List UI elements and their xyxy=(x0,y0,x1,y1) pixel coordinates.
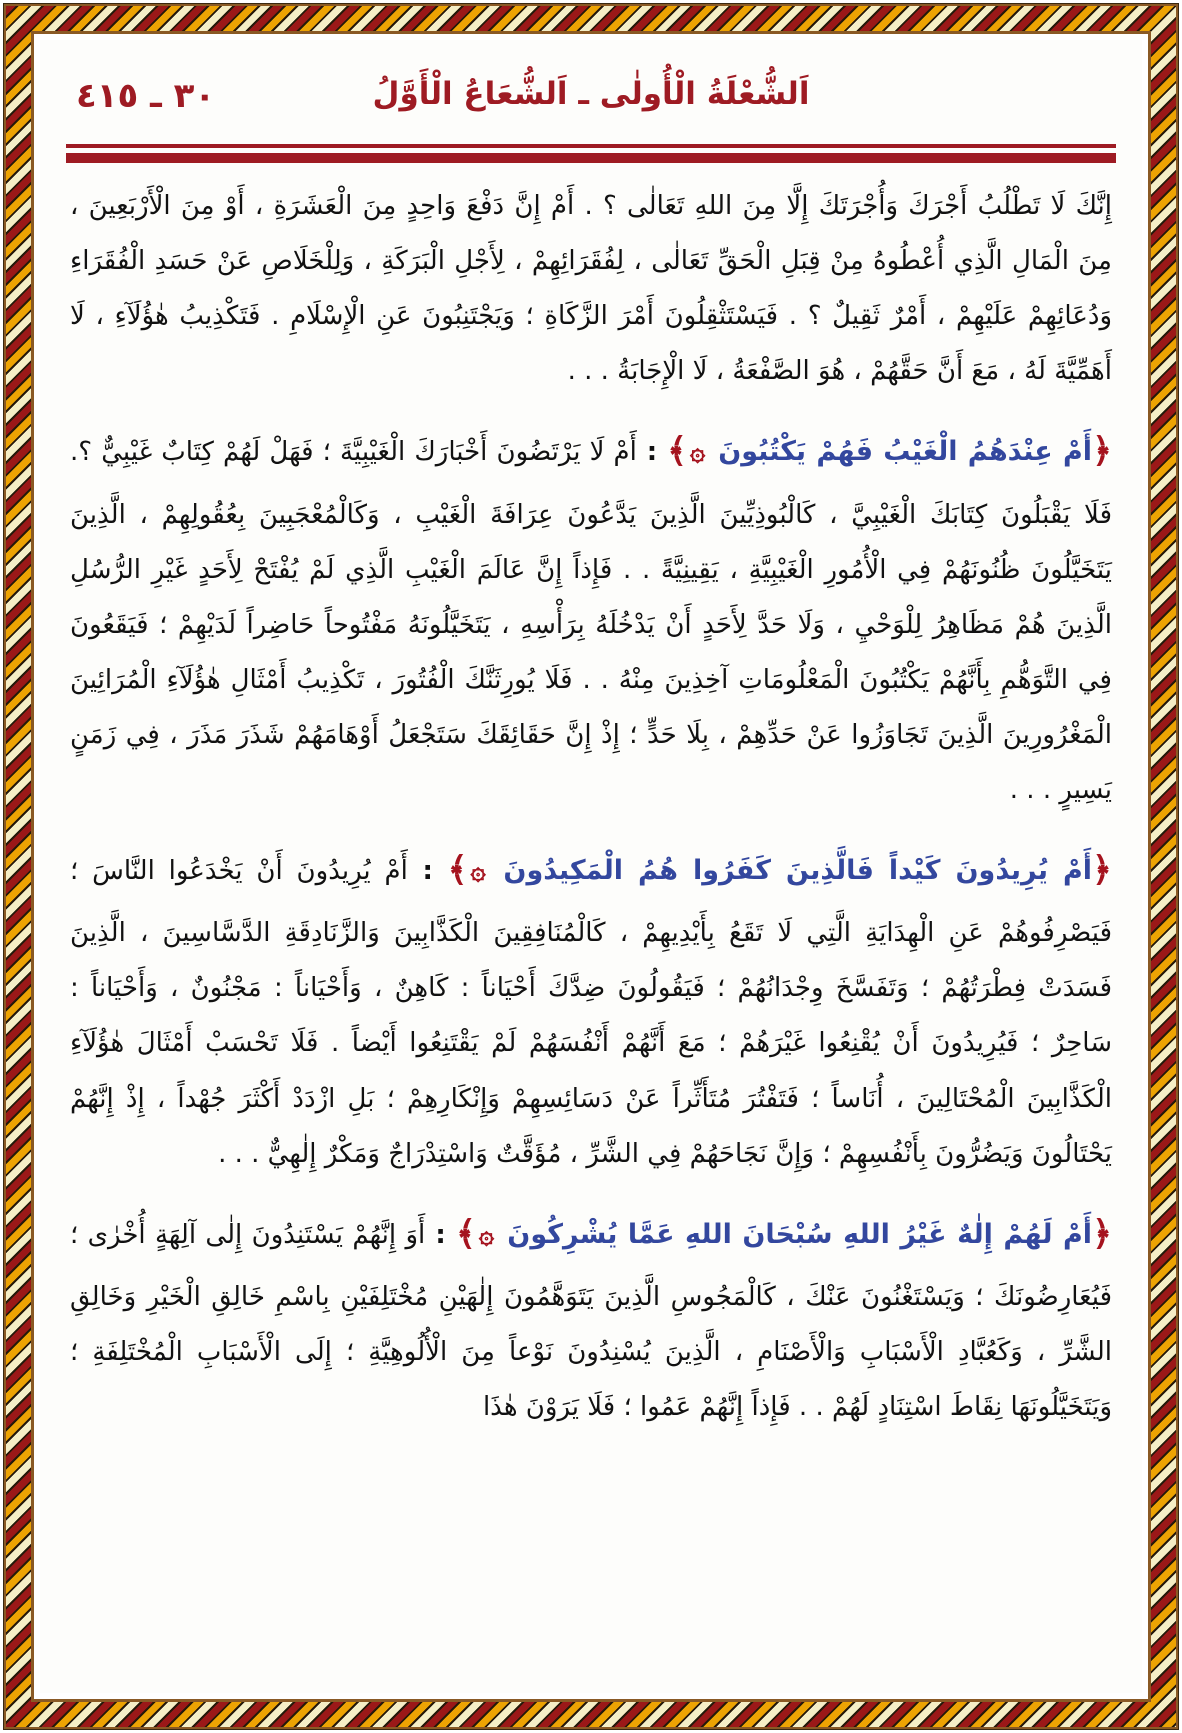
verse-commentary-separator: : xyxy=(636,437,668,468)
paragraph-text: إِنَّكَ لَا تَطْلُبُ أَجْرَكَ وَأُجْرَتَكَ إِلَّا مِنَ اللهِ تَعَالٰى ؟ . أَمْ إِنَّ دَفْعَ وَاحِدٍ مِنَ الْعَشَرَةِ ، أَوْ مِنَ الْأَرْبَعِينَ ، مِنَ الْمَالِ الَّذِي أُعْطُوهُ مِنْ قِبَلِ الْحَقِّ تَعَالٰى ، لِفُقَرَائِهِمْ ، لِأَجْلِ الْبَرَكَةِ ، وَلِلْخَلَاصِ عَنْ حَسَدِ الْفُقَرَاءِ وَدُعَائِهِمْ عَلَيْهِمْ ، أَمْرٌ ثَقِيلٌ ؟ . فَيَسْتَثْقِلُونَ أَمْرَ الزَّكَاةِ ؛ وَيَجْتَنِبُونَ عَنِ الْإِسْلَامِ . فَتَكْذِيبُ هٰؤُلَآءِ ، لَا أَهَمِّيَّةَ لَهُ ، مَعَ أَنَّ حَقَّهُمْ ، هُوَ الصَّفْعَةُ ، لَا الْإِجَابَةُ . . . xyxy=(70,191,1112,387)
quran-rosette-icon: ۞ xyxy=(690,437,716,468)
quran-open-bracket-ornament: ﴿ xyxy=(1092,431,1112,472)
quran-rosette-icon: ۞ xyxy=(478,1219,505,1250)
quran-close-bracket-ornament: ﴾ xyxy=(447,850,468,891)
quran-close-bracket-ornament: ﴾ xyxy=(455,1213,476,1254)
verse-paragraph xyxy=(70,415,1112,818)
quran-open-bracket-ornament: ﴿ xyxy=(1092,1213,1112,1254)
body-paragraph xyxy=(70,179,1112,399)
commentary-text: أَمْ يُرِيدُونَ أَنْ يَخْدَعُوا النَّاسَ ؛ فَيَصْرِفُوهُمْ عَنِ الْهِدَايَةِ الَّتِي لَا تَقَعُ بِأَيْدِيهِمْ ، كَالْمُنَافِقِينَ الْكَذَّابِينَ وَالزَّنَادِقَةِ الدَّسَّاسِينَ ، الَّذِينَ فَسَدَتْ فِطْرَتُهُمْ ؛ وَتَفَسَّخَ وِجْدَانُهُمْ ؛ فَيَقُولُونَ ضِدَّكَ أَحْيَاناً : كَاهِنٌ ، وَأَحْيَاناً : مَجْنُونٌ ، وَأَحْيَاناً : سَاحِرٌ ؛ فَيُرِيدُونَ أَنْ يُقْنِعُوا غَيْرَهُمْ ؛ مَعَ أَنَّهُمْ أَنْفُسَهُمْ لَمْ يَقْتَنِعُوا أَيْضاً . فَلَا تَحْسَبْ أَمْثَالَ هٰؤُلَآءِ الْكَذَّابِينَ الْمُحْتَالِينَ ، أُنَاساً ؛ فَتَفْتُرَ مُتَأَثِّراً عَنْ دَسَائِسِهِمْ وَإِنْكَارِهِمْ ؛ بَلِ ازْدَدْ أَكْثَرَ جُهْداً ، إِذْ إِنَّهُمْ يَحْتَالُونَ وَيَضُرُّونَ بِأَنْفُسِهِمْ ؛ وَإِنَّ نَجَاحَهُمْ فِي الشَّرِّ ، مُؤَقَّتٌ وَاسْتِدْرَاجٌ وَمَكْرٌ إِلٰهِيٌّ . . . xyxy=(70,856,1112,1169)
quran-verse-text: أَمْ لَهُمْ إِلٰهٌ غَيْرُ اللهِ سُبْحَانَ اللهِ عَمَّا يُشْرِكُونَ xyxy=(507,1218,1093,1250)
quran-verse-text: أَمْ عِنْدَهُمُ الْغَيْبُ فَهُمْ يَكْتُبُونَ xyxy=(718,436,1093,468)
page-title: اَلشُّعْلَةُ الْأُولٰى ـ اَلشُّعَاعُ الْأَوَّلُ xyxy=(372,76,810,112)
verse-commentary-separator: : xyxy=(425,1219,456,1250)
commentary-text: أَمْ لَا يَرْتَضُونَ أَخْبَارَكَ الْغَيْبِيَّةَ ؛ فَهَلْ لَهُمْ كِتَابٌ غَيْبِيٌّ ؟. فَلَا يَقْبَلُونَ كِتَابَكَ الْغَيْبِيَّ ، كَالْبُوذِيِّينَ الَّذِينَ يَدَّعُونَ عِرَافَةَ الْغَيْبِ ، وَكَالْمُعْجَبِينَ بِعُقُولِهِمْ ، الَّذِينَ يَتَخَيَّلُونَ ظُنُونَهُمْ فِي الْأُمُورِ الْغَيْبِيَّةِ ، يَقِينِيَّةً . . فَإِذاً إِنَّ عَالَمَ الْغَيْبِ الَّذِي لَمْ يُفْتَحْ لِأَحَدٍ غَيْرِ الرُّسُلِ الَّذِينَ هُمْ مَظَاهِرُ لِلْوَحْيِ ، وَلَا حَدَّ لِأَحَدٍ أَنْ يَدْخُلَهُ بِرَأْسِهِ ، يَتَخَيَّلُونَهُ مَفْتُوحاً حَاضِراً لَدَيْهِمْ ؛ فَيَقَعُونَ فِي التَّوَهُّمِ بِأَنَّهُمْ يَكْتُبُونَ الْمَعْلُومَاتِ آخِذِينَ مِنْهُ . . فَلَا يُورِثَنَّكَ الْفُتُورَ ، تَكْذِيبُ أَمْثَالِ هٰؤُلَآءِ الْمُرَائِينَ الْمَغْرُورِينَ الَّذِينَ تَجَاوَزُوا عَنْ حَدِّهِمْ ، بِلَا حَدٍّ ؛ إِذْ إِنَّ حَقَائِقَكَ سَتَجْعَلُ أَوْهَامَهُمْ شَذَرَ مَذَرَ ، فِي زَمَنٍ يَسِيرٍ . . . xyxy=(70,437,1112,806)
quran-rosette-icon: ۞ xyxy=(470,856,501,887)
verse-paragraph xyxy=(70,834,1112,1182)
page-header xyxy=(64,68,1118,134)
commentary-text: أَوَ إِنَّهُمْ يَسْتَنِدُونَ إِلٰى آلِهَةٍ أُخْرٰى ؛ فَيُعَارِضُونَكَ ؛ وَيَسْتَغْنُونَ عَنْكَ ، كَالْمَجُوسِ الَّذِينَ يَتَوَهَّمُونَ إِلٰهَيْنِ مُخْتَلِفَيْنِ بِاسْمِ خَالِقِ الْخَيْرِ وَخَالِقِ الشَّرِّ ، وَكَعُبَّادِ الْأَسْبَابِ وَالْأَصْنَامِ ، الَّذِينَ يُسْنِدُونَ نَوْعاً مِنَ الْأُلُوهِيَّةِ ؛ إِلَى الْأَسْبَابِ الْمُخْتَلِفَةِ ؛ وَيَتَخَيَّلُونَهَا نِقَاطَ اسْتِنَادٍ لَهُمْ . . فَإِذاً إِنَّهُمْ عَمُوا ؛ فَلَا يَرَوْنَ هٰذَا xyxy=(70,1219,1112,1423)
verse-commentary-separator: : xyxy=(407,856,448,887)
quran-verse-text: أَمْ يُرِيدُونَ كَيْداً فَالَّذِينَ كَفَرُوا هُمُ الْمَكِيدُونَ xyxy=(503,855,1093,887)
verse-paragraph xyxy=(70,1198,1112,1435)
page xyxy=(40,40,1142,1693)
quran-open-bracket-ornament: ﴿ xyxy=(1092,850,1112,891)
quran-close-bracket-ornament: ﴾ xyxy=(667,431,688,472)
body-text xyxy=(64,179,1118,1435)
page-number: ٣٠ ـ ٤١٥ xyxy=(76,76,216,116)
header-divider-rule xyxy=(66,144,1116,163)
